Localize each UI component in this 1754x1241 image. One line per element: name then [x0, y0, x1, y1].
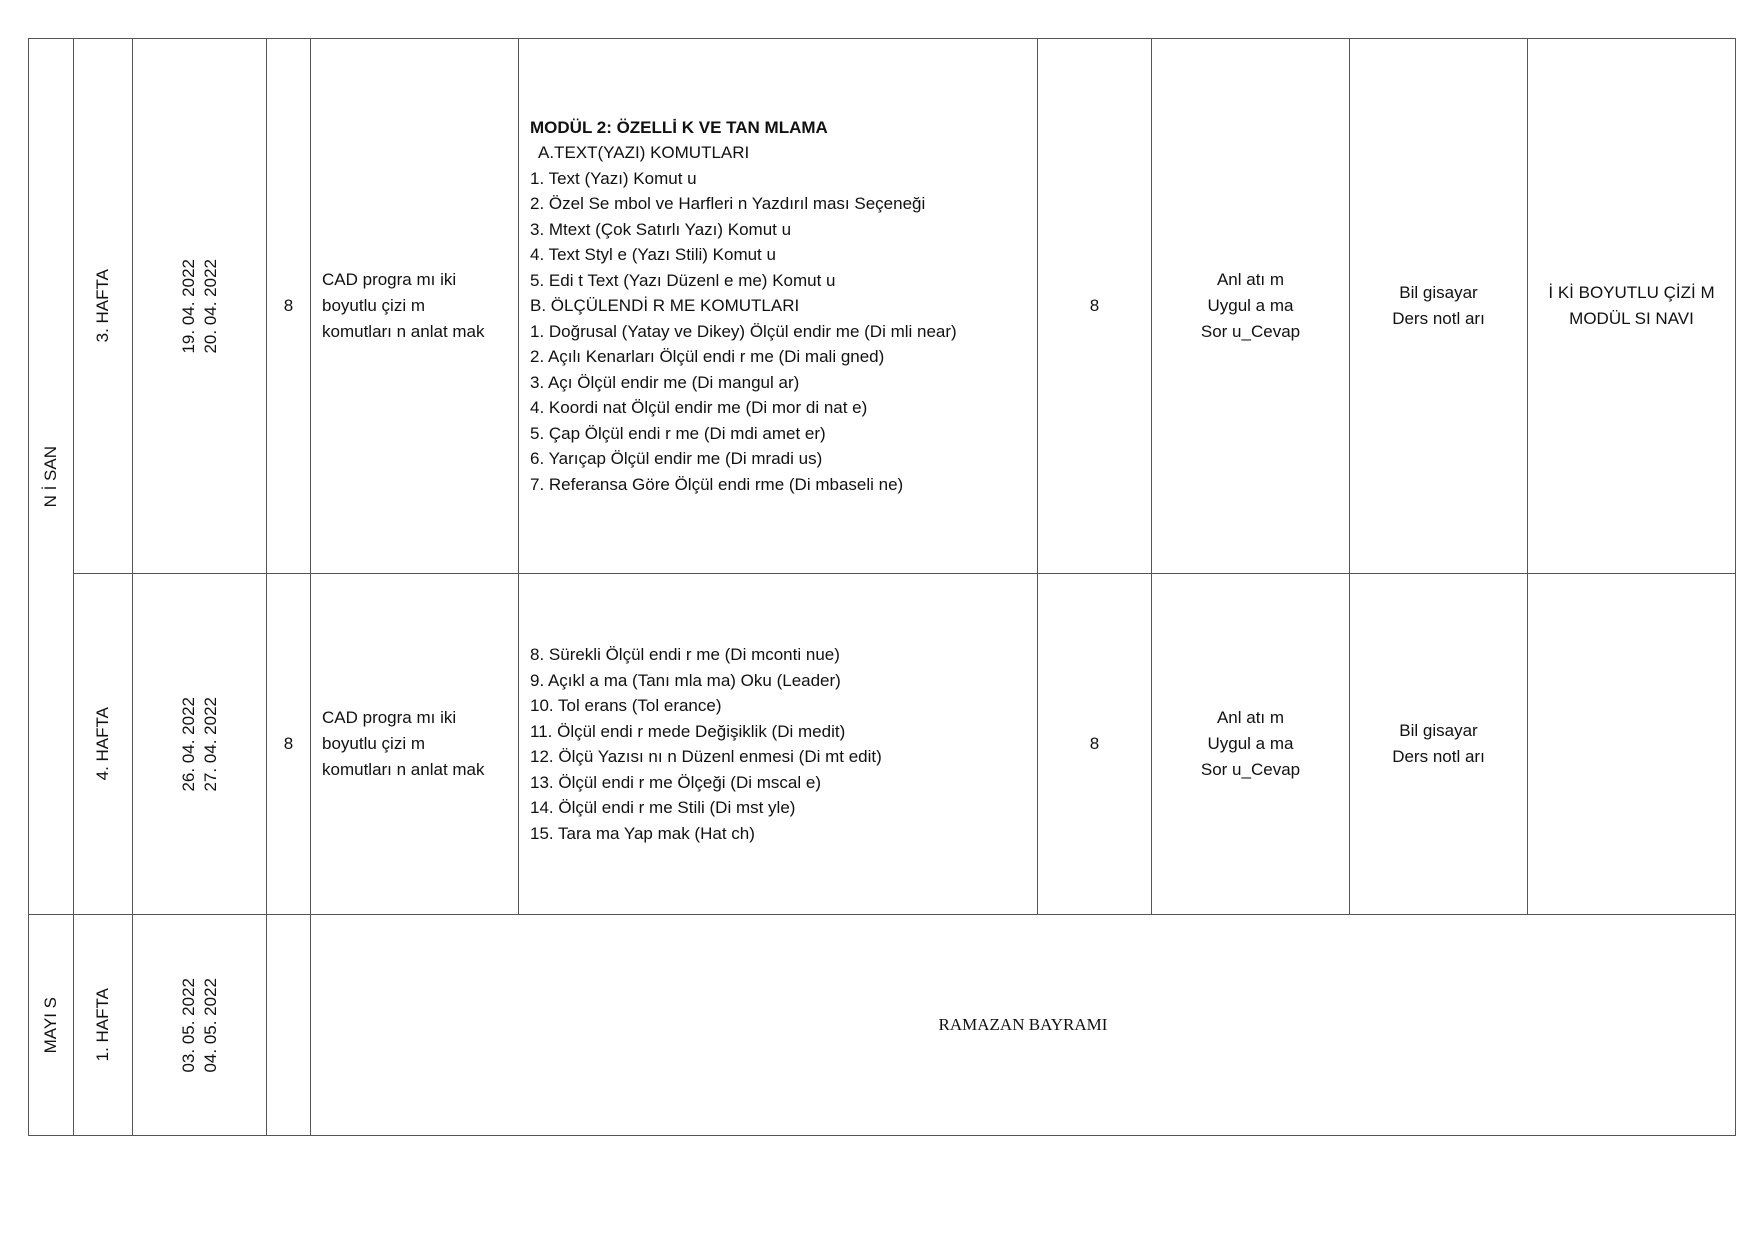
equipment-cell: Bil gisayar Ders notl arı	[1350, 39, 1528, 574]
dates-cell	[133, 915, 267, 1136]
evaluation-cell: İ Kİ BOYUTLU ÇİZİ M MODÜL SI NAVI	[1528, 39, 1736, 574]
module-title: MODÜL 2: ÖZELLİ K VE TAN MLAMA	[530, 117, 828, 137]
date-range: 26. 04. 2022 27. 04. 2022	[178, 696, 220, 792]
dates-cell	[133, 39, 267, 574]
week-cell	[74, 574, 133, 915]
month-cell-may	[29, 915, 74, 1136]
annual-plan-table	[28, 38, 1736, 1136]
method-cell: Anl atı m Uygul a ma Sor u_Cevap	[1152, 39, 1350, 574]
holiday-cell: RAMAZAN BAYRAMI	[311, 915, 1736, 1136]
week-label: 3. HAFTA	[93, 269, 112, 343]
evaluation-cell	[1528, 574, 1736, 915]
week-label: 4. HAFTA	[93, 707, 112, 781]
date-range: 19. 04. 2022 20. 04. 2022	[178, 258, 220, 354]
table-row	[29, 39, 1736, 574]
hours-cell: 8	[267, 574, 311, 915]
date-range: 03. 05. 2022 04. 05. 2022	[178, 977, 220, 1073]
method-cell: Anl atı m Uygul a ma Sor u_Cevap	[1152, 574, 1350, 915]
month-label: MAYI S	[41, 996, 60, 1054]
month-label: N İ SAN	[41, 445, 60, 508]
hours-cell	[267, 915, 311, 1136]
objective-cell: CAD progra mı iki boyutlu çizi m komutları n anlat mak	[311, 574, 519, 915]
topics-cell: MODÜL 2: ÖZELLİ K VE TAN MLAMA A.TEXT(YAZI) KOMUTLARI 1. Text (Yazı) Komut u 2. Özel Se mbol ve Harfleri n Yazdırıl ması Seçeneği 3. Mtext (Çok Satırlı Yazı) Komut u 4. Text Styl e (Yazı Stili) Komut u 5. Edi t Text (Yazı Düzenl e me) Komut u B. ÖLÇÜLENDİ R ME KOMUTLARI 1. Doğrusal (Yatay ve Dikey) Ölçül endir me (Di mli near) 2. Açılı Kenarları Ölçül endi r me (Di mali gned) 3. Açı Ölçül endir me (Di mangul ar) 4. Koordi nat Ölçül endir me (Di mor di nat e) 5. Çap Ölçül endi r me (Di mdi amet er) 6. Yarıçap Ölçül endir me (Di mradi us) 7. Referansa Göre Ölçül endi rme (Di mbaseli ne)	[519, 39, 1038, 574]
hours2-cell: 8	[1038, 574, 1152, 915]
week-cell	[74, 915, 133, 1136]
week-cell	[74, 39, 133, 574]
equipment-cell: Bil gisayar Ders notl arı	[1350, 574, 1528, 915]
table-row	[29, 915, 1736, 1136]
month-cell-april	[29, 39, 74, 915]
topics-cell: 8. Sürekli Ölçül endi r me (Di mconti nue) 9. Açıkl a ma (Tanı mla ma) Oku (Leader) 10. Tol erans (Tol erance) 11. Ölçül endi r mede Değişiklik (Di medit) 12. Ölçü Yazısı nı n Düzenl enmesi (Di mt edit) 13. Ölçül endi r me Ölçeği (Di mscal e) 14. Ölçül endi r me Stili (Di mst yle) 15. Tara ma Yap mak (Hat ch)	[519, 574, 1038, 915]
table-row	[29, 574, 1736, 915]
dates-cell	[133, 574, 267, 915]
objective-cell: CAD progra mı iki boyutlu çizi m komutları n anlat mak	[311, 39, 519, 574]
week-label: 1. HAFTA	[93, 988, 112, 1062]
hours2-cell: 8	[1038, 39, 1152, 574]
hours-cell: 8	[267, 39, 311, 574]
